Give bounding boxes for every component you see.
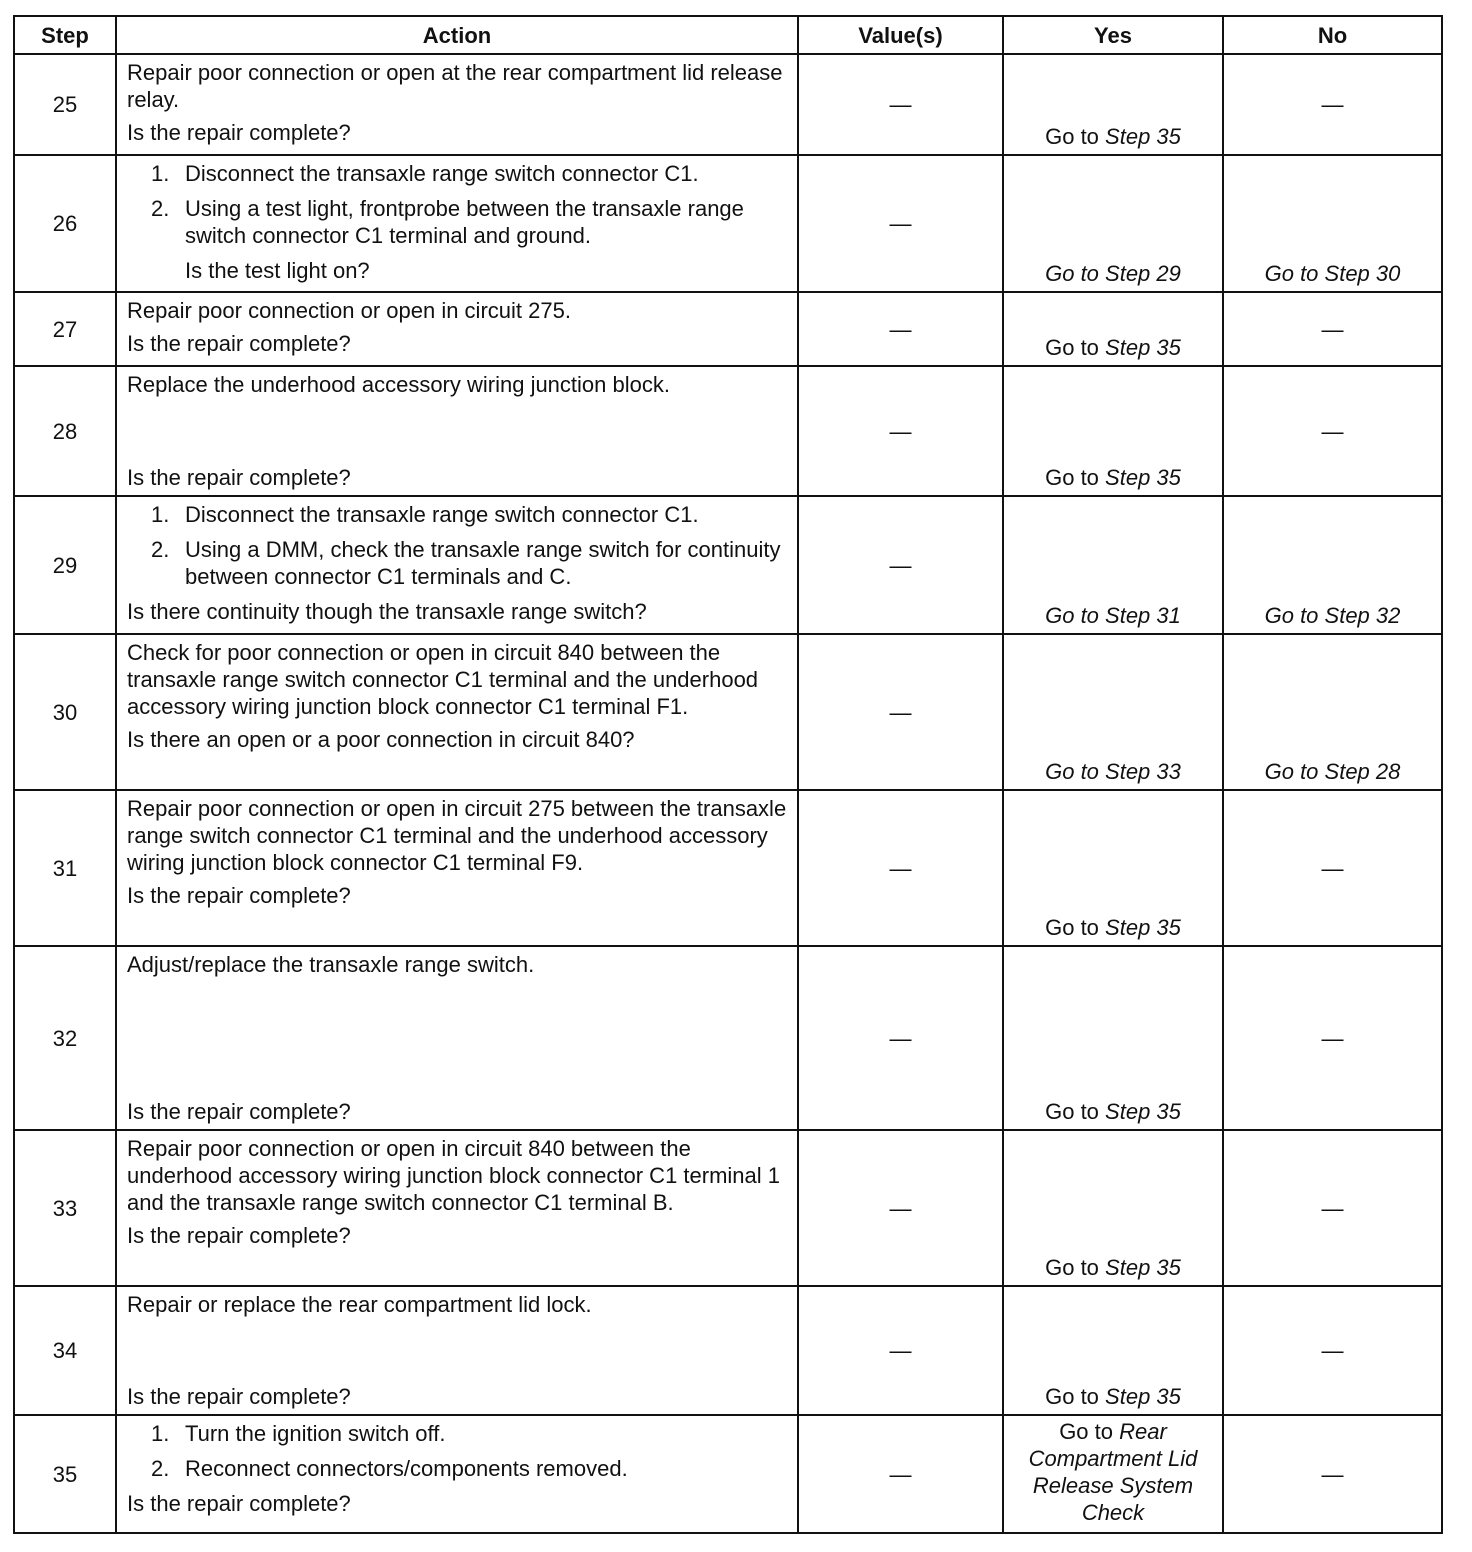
- yes-prefix: Go to: [1045, 335, 1099, 360]
- value-cell: —: [798, 1130, 1003, 1286]
- action-cell: [116, 366, 798, 496]
- yes-cell: [1003, 1415, 1223, 1533]
- action-question: Is the repair complete?: [127, 331, 351, 356]
- yes-prefix: Go to: [1045, 124, 1099, 149]
- no-cell: Go to Step 32: [1223, 496, 1442, 634]
- table-row: [14, 155, 1442, 292]
- action-text: Check for poor connection or open in circuit 840 between the transaxle range switch connector C1 terminal and the underhood accessory wiring junction block connector C1 terminal F1.: [127, 640, 759, 719]
- list-text: Disconnect the transaxle range switch connector C1.: [185, 502, 699, 527]
- yes-prefix: Go to: [1045, 465, 1099, 490]
- action-question: Is the repair complete?: [127, 465, 351, 490]
- yes-step-link: Step 35: [1105, 1384, 1181, 1409]
- step-number: 30: [14, 634, 116, 790]
- step-number: 33: [14, 1130, 116, 1286]
- action-cell: [116, 634, 798, 790]
- table-row: [14, 54, 1442, 155]
- no-cell: —: [1223, 946, 1442, 1130]
- value-cell: —: [798, 946, 1003, 1130]
- header-values: Value(s): [798, 16, 1003, 54]
- list-number: 2.: [151, 537, 170, 562]
- no-cell: —: [1223, 790, 1442, 946]
- list-item: [127, 536, 787, 590]
- yes-system-check-link: Rear Compartment Lid Release System Check: [1028, 1419, 1198, 1525]
- step-number: 32: [14, 946, 116, 1130]
- step-number: 29: [14, 496, 116, 634]
- table-row: [14, 366, 1442, 496]
- list-text: Disconnect the transaxle range switch connector C1.: [185, 161, 699, 186]
- action-question: Is there an open or a poor connection in circuit 840?: [127, 727, 635, 752]
- value-cell: —: [798, 790, 1003, 946]
- value-cell: —: [798, 1415, 1003, 1533]
- no-cell: Go to Step 30: [1223, 155, 1442, 292]
- no-cell: —: [1223, 1415, 1442, 1533]
- yes-prefix: Go to: [1045, 1099, 1099, 1124]
- value-cell: —: [798, 634, 1003, 790]
- yes-step-link: Step 35: [1105, 335, 1181, 360]
- action-question: Is the repair complete?: [127, 120, 351, 145]
- list-item: [127, 501, 787, 528]
- yes-cell: [1003, 1130, 1223, 1286]
- action-cell: [116, 1286, 798, 1415]
- action-cell: [116, 54, 798, 155]
- action-cell: [116, 946, 798, 1130]
- action-text: Repair poor connection or open in circuit 840 between the underhood accessory wiring junction block connector C1 terminal 1 and the transaxle range switch connector C1 terminal B.: [127, 1136, 781, 1215]
- action-question: Is the repair complete?: [127, 883, 351, 908]
- header-no: No: [1223, 16, 1442, 54]
- list-number: 1.: [151, 1421, 170, 1446]
- yes-step-link: Step 35: [1105, 124, 1181, 149]
- yes-prefix: Go to: [1045, 915, 1099, 940]
- list-text: Using a DMM, check the transaxle range switch for continuity between connector C1 terminals and C.: [185, 537, 781, 589]
- yes-cell: [1003, 946, 1223, 1130]
- step-number: 28: [14, 366, 116, 496]
- action-cell: [116, 496, 798, 634]
- list-item: [127, 195, 787, 249]
- action-text: Repair poor connection or open in circuit 275 between the transaxle range switch connector C1 terminal and the underhood accessory wiring junction block connector C1 terminal F9.: [127, 796, 787, 875]
- yes-step-link: Step 35: [1105, 915, 1181, 940]
- list-item: [127, 1455, 787, 1482]
- table-row: [14, 1415, 1442, 1533]
- step-number: 34: [14, 1286, 116, 1415]
- step-number: 35: [14, 1415, 116, 1533]
- no-cell: Go to Step 28: [1223, 634, 1442, 790]
- action-cell: [116, 790, 798, 946]
- list-number: 1.: [151, 161, 170, 186]
- list-item: [127, 160, 787, 187]
- value-cell: —: [798, 1286, 1003, 1415]
- action-question: Is the test light on?: [185, 258, 370, 283]
- action-question: Is the repair complete?: [127, 1491, 351, 1516]
- no-cell: —: [1223, 366, 1442, 496]
- no-cell: —: [1223, 54, 1442, 155]
- yes-cell: Go to Step 29: [1003, 155, 1223, 292]
- yes-step-link: Step 35: [1105, 1255, 1181, 1280]
- step-number: 31: [14, 790, 116, 946]
- action-text: Replace the underhood accessory wiring junction block.: [127, 372, 670, 397]
- table-row: [14, 496, 1442, 634]
- table-row: [14, 1286, 1442, 1415]
- table-row: [14, 1130, 1442, 1286]
- action-text: Repair poor connection or open at the rear compartment lid release relay.: [127, 60, 783, 112]
- value-cell: —: [798, 366, 1003, 496]
- list-number: 2.: [151, 1456, 170, 1481]
- yes-cell: [1003, 1286, 1223, 1415]
- value-cell: —: [798, 292, 1003, 366]
- yes-cell: Go to Step 31: [1003, 496, 1223, 634]
- no-cell: —: [1223, 292, 1442, 366]
- yes-cell: [1003, 790, 1223, 946]
- yes-prefix: Go to: [1059, 1419, 1113, 1444]
- value-cell: —: [798, 496, 1003, 634]
- table-row: [14, 946, 1442, 1130]
- yes-prefix: Go to: [1045, 1255, 1099, 1280]
- step-number: 25: [14, 54, 116, 155]
- action-question: Is the repair complete?: [127, 1384, 351, 1409]
- header-step: Step: [14, 16, 116, 54]
- action-cell: [116, 155, 798, 292]
- yes-step-link: Step 35: [1105, 1099, 1181, 1124]
- no-cell: —: [1223, 1286, 1442, 1415]
- list-number: 1.: [151, 502, 170, 527]
- list-text: Using a test light, frontprobe between the transaxle range switch connector C1 terminal and ground.: [185, 196, 744, 248]
- action-text: Repair or replace the rear compartment lid lock.: [127, 1292, 592, 1317]
- yes-cell: Go to Step 33: [1003, 634, 1223, 790]
- action-question: Is the repair complete?: [127, 1099, 351, 1124]
- action-cell: [116, 1415, 798, 1533]
- action-text: Adjust/replace the transaxle range switch.: [127, 952, 535, 977]
- list-text: Turn the ignition switch off.: [185, 1421, 446, 1446]
- step-number: 26: [14, 155, 116, 292]
- table-row: [14, 634, 1442, 790]
- yes-prefix: Go to: [1045, 1384, 1099, 1409]
- action-text: Repair poor connection or open in circuit 275.: [127, 298, 571, 323]
- action-cell: [116, 292, 798, 366]
- list-text: Reconnect connectors/components removed.: [185, 1456, 628, 1481]
- table-row: [14, 790, 1442, 946]
- yes-cell: [1003, 54, 1223, 155]
- yes-step-link: Step 35: [1105, 465, 1181, 490]
- header-action: Action: [116, 16, 798, 54]
- step-number: 27: [14, 292, 116, 366]
- diagnostic-table: [13, 15, 1443, 1534]
- header-row: [14, 16, 1442, 54]
- action-question: Is there continuity though the transaxle range switch?: [127, 599, 647, 624]
- action-question: Is the repair complete?: [127, 1223, 351, 1248]
- value-cell: —: [798, 54, 1003, 155]
- header-yes: Yes: [1003, 16, 1223, 54]
- value-cell: —: [798, 155, 1003, 292]
- yes-cell: [1003, 366, 1223, 496]
- no-cell: —: [1223, 1130, 1442, 1286]
- action-cell: [116, 1130, 798, 1286]
- list-number: 2.: [151, 196, 170, 221]
- table-row: [14, 292, 1442, 366]
- list-item: [127, 1420, 787, 1447]
- yes-cell: [1003, 292, 1223, 366]
